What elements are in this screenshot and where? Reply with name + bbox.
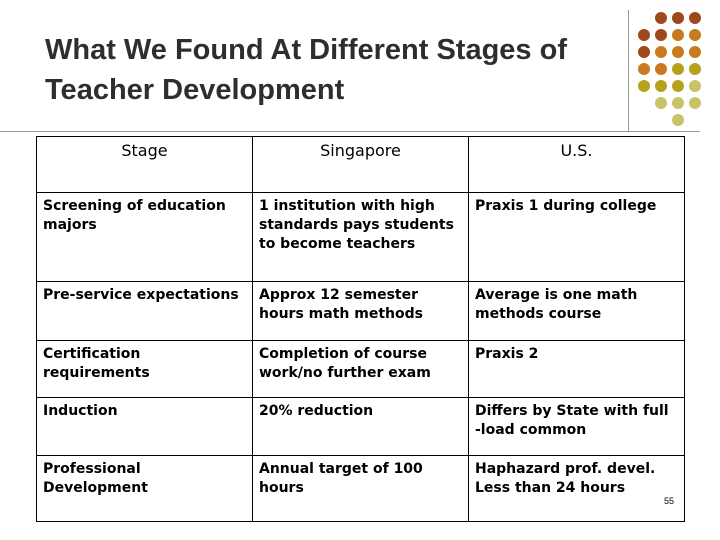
column-header-singapore: Singapore: [253, 137, 469, 193]
cell-us: Haphazard prof. devel. Less than 24 hours: [469, 456, 685, 522]
comparison-table: [36, 136, 685, 522]
decorative-dot: [638, 46, 650, 58]
decorative-dot: [689, 12, 701, 24]
decorative-dot: [689, 63, 701, 75]
cell-stage: Screening of education majors: [37, 193, 253, 282]
table-row: [37, 341, 685, 398]
decorative-dot: [655, 63, 667, 75]
decorative-dot: [638, 80, 650, 92]
table-row: [37, 456, 685, 522]
table-row: [37, 398, 685, 456]
decorative-dot: [672, 63, 684, 75]
decorative-dot: [689, 80, 701, 92]
slide-title-line-1: What We Found At Different Stages of: [45, 34, 567, 66]
decorative-dot: [655, 12, 667, 24]
cell-singapore: Annual target of 100 hours: [253, 456, 469, 522]
cell-singapore: 20% reduction: [253, 398, 469, 456]
slide-title-line-2: Teacher Development: [45, 74, 345, 106]
cell-stage: Pre-service expectations: [37, 282, 253, 341]
column-header-stage: Stage: [37, 137, 253, 193]
cell-us: Praxis 2: [469, 341, 685, 398]
decorative-dot: [672, 80, 684, 92]
cell-singapore: 1 institution with high standards pays students to become teachers: [253, 193, 469, 282]
decorative-dot: [655, 80, 667, 92]
decorative-dot: [638, 29, 650, 41]
decorative-dot: [672, 46, 684, 58]
cell-stage: Professional Development: [37, 456, 253, 522]
vertical-divider: [628, 10, 629, 132]
cell-stage: Certification requirements: [37, 341, 253, 398]
decorative-dot: [672, 12, 684, 24]
decorative-dot: [655, 29, 667, 41]
horizontal-divider: [0, 131, 700, 132]
table-row: [37, 193, 685, 282]
slide-title: [45, 30, 625, 110]
cell-us: Praxis 1 during college: [469, 193, 685, 282]
cell-singapore: Approx 12 semester hours math methods: [253, 282, 469, 341]
cell-us: Differs by State with full -load common: [469, 398, 685, 456]
decorative-dot: [672, 97, 684, 109]
cell-us: Average is one math methods course: [469, 282, 685, 341]
decorative-dot: [655, 97, 667, 109]
page-number: 55: [664, 496, 675, 506]
decorative-dot: [689, 29, 701, 41]
decorative-dot: [638, 63, 650, 75]
decorative-dot: [672, 29, 684, 41]
column-header-us: U.S.: [469, 137, 685, 193]
table-header-row: [37, 137, 685, 193]
decorative-dot: [655, 46, 667, 58]
decorative-dot: [689, 46, 701, 58]
decorative-dot: [689, 97, 701, 109]
cell-stage: Induction: [37, 398, 253, 456]
decorative-dot: [672, 114, 684, 126]
table-row: [37, 282, 685, 341]
cell-singapore: Completion of course work/no further exam: [253, 341, 469, 398]
